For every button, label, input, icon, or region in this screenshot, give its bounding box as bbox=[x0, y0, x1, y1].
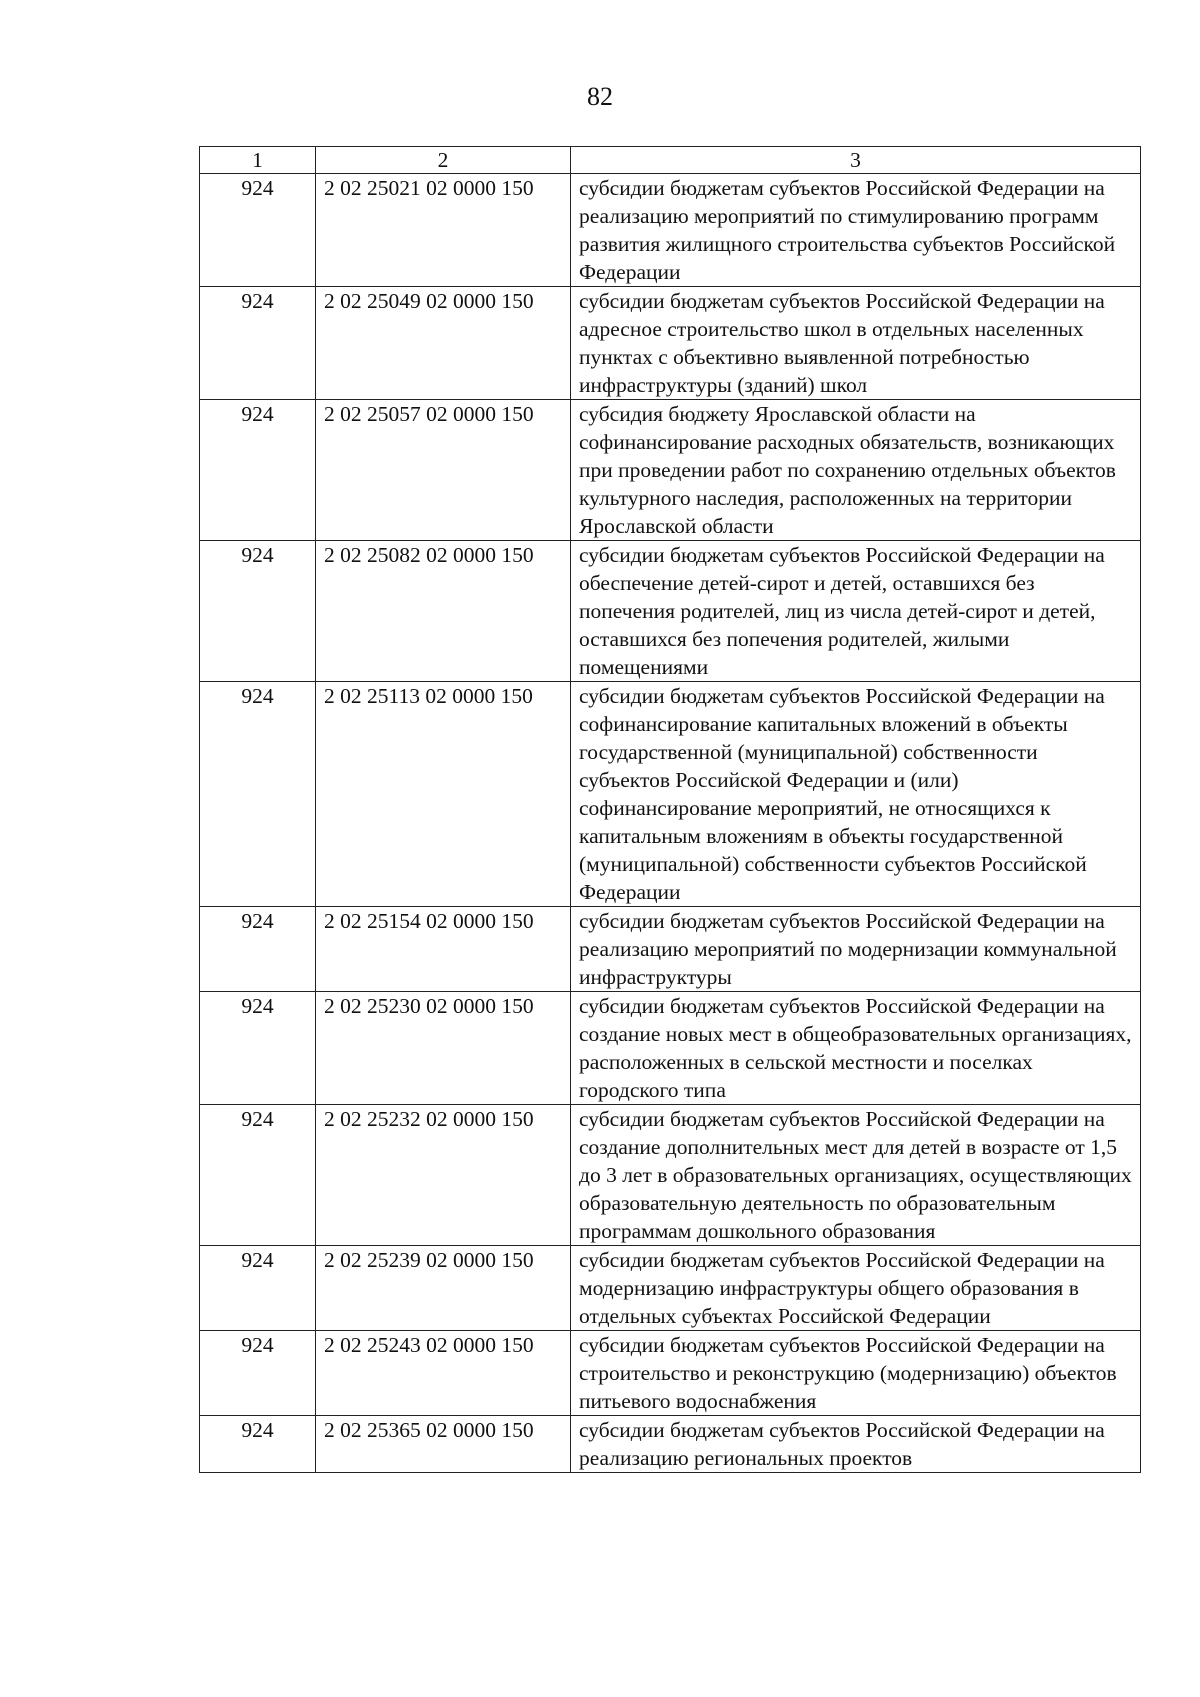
description-cell: субсидии бюджетам субъектов Российской Федерации на софинансирование капитальных вложений в объекты государственной (муниципальной) собственности субъектов Российской Федерации и (или) софинансирование мероприятий, не относящихся к капитальным вложениям в объекты государственной (муниципальной) собственности субъектов Российской Федерации bbox=[571, 682, 1141, 907]
admin-code-cell: 924 bbox=[200, 682, 316, 907]
description-cell: субсидии бюджетам субъектов Российской Федерации на создание дополнительных мест для детей в возрасте от 1,5 до 3 лет в образовательных организациях, осуществляющих образовательную деятельность по образовательным программам дошкольного образования bbox=[571, 1105, 1141, 1246]
table-header-row bbox=[200, 147, 1141, 174]
table-row bbox=[200, 287, 1141, 400]
budget-code-cell: 2 02 25049 02 0000 150 bbox=[316, 287, 571, 400]
admin-code-cell: 924 bbox=[200, 907, 316, 992]
admin-code-cell: 924 bbox=[200, 174, 316, 287]
description-cell: субсидии бюджетам субъектов Российской Федерации на модернизацию инфраструктуры общего образования в отдельных субъектах Российской Федерации bbox=[571, 1246, 1141, 1331]
budget-codes-table bbox=[199, 146, 1141, 1473]
description-cell: субсидии бюджетам субъектов Российской Федерации на реализацию региональных проектов bbox=[571, 1416, 1141, 1473]
admin-code-cell: 924 bbox=[200, 1331, 316, 1416]
column-header-1: 1 bbox=[200, 147, 316, 174]
table-row bbox=[200, 174, 1141, 287]
admin-code-cell: 924 bbox=[200, 1246, 316, 1331]
description-cell: субсидии бюджетам субъектов Российской Федерации на создание новых мест в общеобразовательных организациях, расположенных в сельской местности и поселках городского типа bbox=[571, 992, 1141, 1105]
admin-code-cell: 924 bbox=[200, 1416, 316, 1473]
page-number: 82 bbox=[587, 82, 613, 111]
table-row bbox=[200, 907, 1141, 992]
budget-code-cell: 2 02 25365 02 0000 150 bbox=[316, 1416, 571, 1473]
description-cell: субсидии бюджетам субъектов Российской Федерации на обеспечение детей-сирот и детей, оставшихся без попечения родителей, лиц из числа детей-сирот и детей, оставшихся без попечения родителей, жилыми помещениями bbox=[571, 541, 1141, 682]
admin-code-cell: 924 bbox=[200, 287, 316, 400]
budget-code-cell: 2 02 25057 02 0000 150 bbox=[316, 400, 571, 541]
column-header-3: 3 bbox=[571, 147, 1141, 174]
table-row bbox=[200, 1331, 1141, 1416]
budget-code-cell: 2 02 25082 02 0000 150 bbox=[316, 541, 571, 682]
budget-code-cell: 2 02 25230 02 0000 150 bbox=[316, 992, 571, 1105]
budget-code-cell: 2 02 25239 02 0000 150 bbox=[316, 1246, 571, 1331]
table-row bbox=[200, 400, 1141, 541]
table-row bbox=[200, 1105, 1141, 1246]
description-cell: субсидии бюджетам субъектов Российской Федерации на реализацию мероприятий по модернизации коммунальной инфраструктуры bbox=[571, 907, 1141, 992]
budget-code-cell: 2 02 25232 02 0000 150 bbox=[316, 1105, 571, 1246]
budget-code-cell: 2 02 25021 02 0000 150 bbox=[316, 174, 571, 287]
description-cell: субсидии бюджетам субъектов Российской Федерации на адресное строительство школ в отдельных населенных пунктах с объективно выявленной потребностью инфраструктуры (зданий) школ bbox=[571, 287, 1141, 400]
description-cell: субсидия бюджету Ярославской области на софинансирование расходных обязательств, возникающих при проведении работ по сохранению отдельных объектов культурного наследия, расположенных на территории Ярославской области bbox=[571, 400, 1141, 541]
description-cell: субсидии бюджетам субъектов Российской Федерации на строительство и реконструкцию (модернизацию) объектов питьевого водоснабжения bbox=[571, 1331, 1141, 1416]
admin-code-cell: 924 bbox=[200, 541, 316, 682]
table-row bbox=[200, 1246, 1141, 1331]
admin-code-cell: 924 bbox=[200, 992, 316, 1105]
table-row bbox=[200, 682, 1141, 907]
admin-code-cell: 924 bbox=[200, 1105, 316, 1246]
table-row bbox=[200, 1416, 1141, 1473]
admin-code-cell: 924 bbox=[200, 400, 316, 541]
budget-code-cell: 2 02 25154 02 0000 150 bbox=[316, 907, 571, 992]
column-header-2: 2 bbox=[316, 147, 571, 174]
description-cell: субсидии бюджетам субъектов Российской Федерации на реализацию мероприятий по стимулированию программ развития жилищного строительства субъектов Российской Федерации bbox=[571, 174, 1141, 287]
budget-code-cell: 2 02 25113 02 0000 150 bbox=[316, 682, 571, 907]
budget-code-cell: 2 02 25243 02 0000 150 bbox=[316, 1331, 571, 1416]
table-row bbox=[200, 992, 1141, 1105]
table-row bbox=[200, 541, 1141, 682]
